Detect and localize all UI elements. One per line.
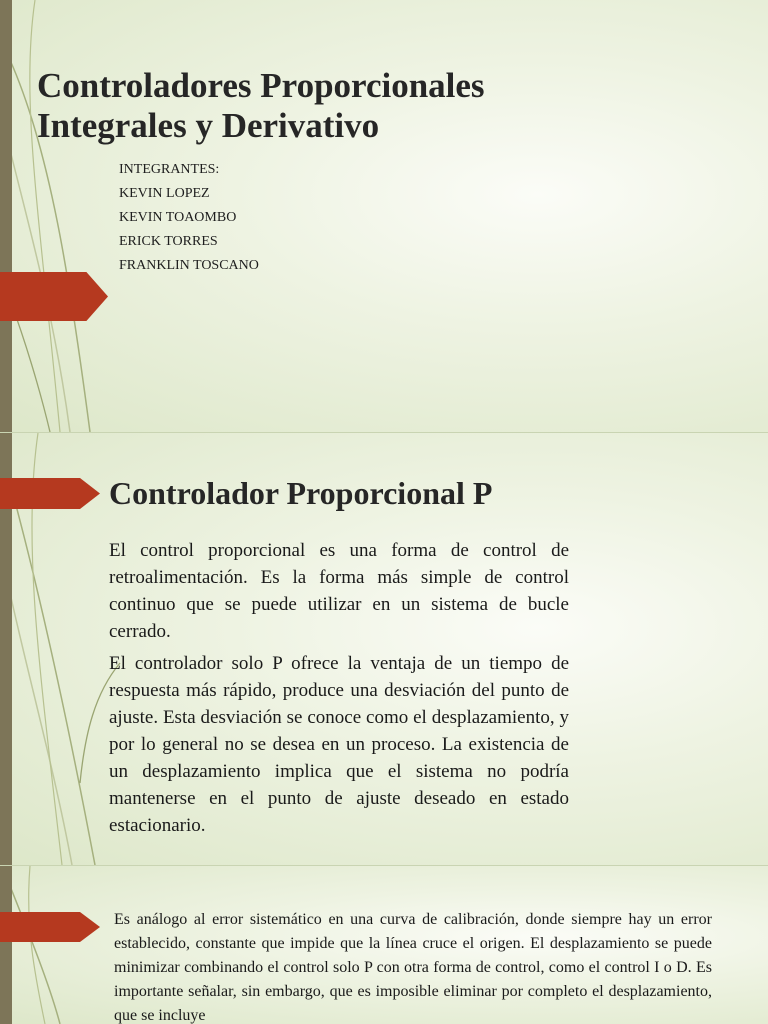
paragraph: El controlador solo P ofrece la ventaja de un tiempo de respuesta más rápido, produce una desviación del punto de ajuste. Esta desviación se conoce como el desplazamiento, y por lo general no se desea en un proceso. La existencia de un desplazamiento implica que el sistema no podría mantenerse en el punto de ajuste deseado en estado estacionario.: [109, 653, 569, 836]
slide-body: [114, 908, 712, 1024]
title-line-2: Integrales y Derivativo: [37, 106, 380, 145]
members-heading: INTEGRANTES:: [119, 162, 220, 177]
member-item: KEVIN LOPEZ: [119, 186, 210, 201]
slide-title: Controlador Proporcional P: [109, 475, 493, 511]
left-edge-bar: [0, 0, 12, 432]
slide-1: [0, 0, 768, 432]
arrow-accent: [0, 272, 108, 321]
member-item: FRANKLIN TOSCANO: [119, 258, 259, 273]
paragraph: El control proporcional es una forma de control de retroalimentación. Es la forma más simple de control continuo que se puede utilizar en un sistema de bucle cerrado.: [109, 540, 569, 642]
paragraph: Es análogo al error sistemático en una curva de calibración, donde siempre hay un error establecido, constante que impide que la línea cruce el origen. El desplazamiento se puede minimizar combinando el control solo P con otra forma de control, como el control I o D. Es importante señalar, sin embargo, que es imposible eliminar por completo el desplazamiento, que se incluye: [114, 911, 712, 1024]
decorative-curves: [0, 0, 768, 432]
arrow-accent: [0, 478, 100, 509]
slide-2: [0, 433, 768, 865]
member-item: ERICK TORRES: [119, 234, 218, 249]
arrow-accent: [0, 912, 100, 942]
slide-body: [109, 537, 569, 844]
members-list: [119, 158, 259, 278]
left-edge-bar: [0, 866, 12, 1024]
title-line-1: Controladores Proporcionales: [37, 66, 485, 105]
slide-3: [0, 866, 768, 1024]
member-item: KEVIN TOAOMBO: [119, 210, 237, 225]
slide-title: [37, 66, 485, 146]
